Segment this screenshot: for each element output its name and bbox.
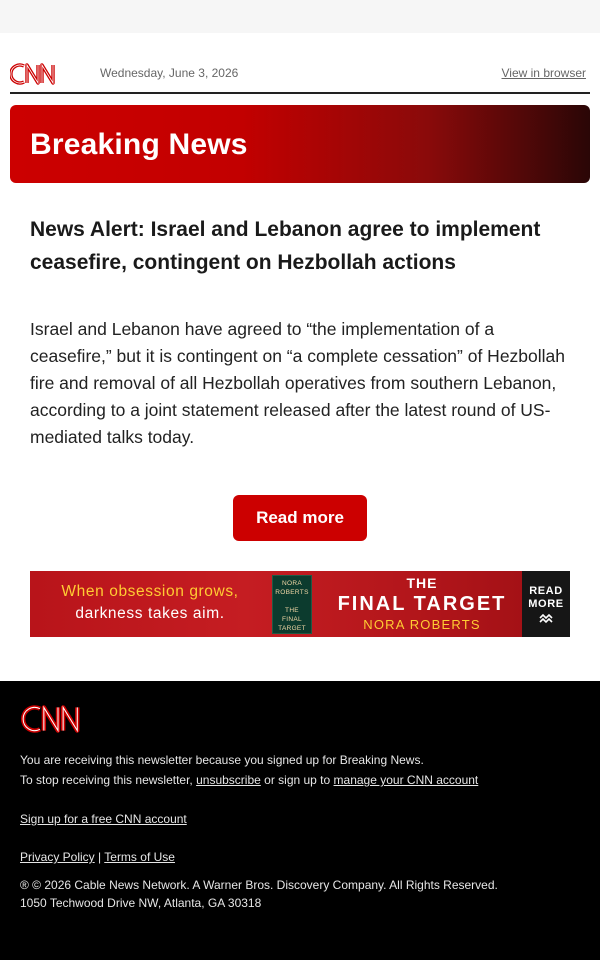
ad-title-the: THE bbox=[406, 575, 438, 591]
book-cover-text: THE bbox=[285, 607, 299, 614]
top-spacer-bar bbox=[0, 0, 600, 33]
book-cover-image bbox=[272, 575, 312, 634]
ad-read-more-button[interactable] bbox=[522, 571, 570, 637]
view-in-browser-link[interactable]: View in browser bbox=[501, 66, 586, 80]
ad-cta-line2: MORE bbox=[528, 598, 564, 610]
manage-account-link[interactable]: manage your CNN account bbox=[333, 773, 479, 787]
book-cover-text: TARGET bbox=[278, 625, 306, 632]
unsubscribe-link[interactable]: unsubscribe bbox=[196, 773, 261, 787]
cnn-logo[interactable] bbox=[20, 701, 96, 737]
email-header bbox=[10, 60, 590, 90]
unsubscribe-middle: or sign up to bbox=[260, 773, 334, 787]
signup-row bbox=[20, 812, 187, 826]
ad-author: NORA ROBERTS bbox=[363, 617, 481, 632]
article-body: Israel and Lebanon have agreed to “the implementation of a ceasefire,” but it is contingent on “a complete cessation” of Hezbollah fire and removal of all Hezbollah operatives from southern Lebanon, according to a joint statement released after the latest round of US-mediated talks today. bbox=[30, 319, 566, 447]
ad-tagline-line1: When obsession grows, bbox=[61, 583, 239, 600]
cnn-logo[interactable] bbox=[10, 60, 66, 88]
copyright-text: ® © 2026 Cable News Network. A Warner Bros. Discovery Company. All Rights Reserved. bbox=[20, 878, 498, 892]
ad-book-title bbox=[322, 574, 522, 633]
ad-title-main: FINAL TARGET bbox=[337, 593, 507, 615]
unsubscribe-prefix: To stop receiving this newsletter, bbox=[20, 773, 197, 787]
header-divider bbox=[10, 92, 590, 94]
unsubscribe-notice bbox=[20, 773, 478, 787]
postal-address: 1050 Techwood Drive NW, Atlanta, GA 30318 bbox=[20, 896, 262, 910]
book-cover-text: ROBERTS bbox=[275, 589, 309, 596]
terms-of-use-link[interactable]: Terms of Use bbox=[104, 850, 175, 864]
signup-link[interactable]: Sign up for a free CNN account bbox=[20, 812, 187, 826]
link-separator: | bbox=[94, 850, 105, 864]
email-footer bbox=[0, 681, 600, 960]
publisher-logo-icon bbox=[539, 614, 553, 624]
read-more-button[interactable]: Read more bbox=[233, 495, 367, 541]
article-headline: News Alert: Israel and Lebanon agree to implement ceasefire, contingent on Hezbollah actions bbox=[30, 218, 541, 274]
issue-date: Wednesday, June 3, 2026 bbox=[100, 66, 239, 80]
breaking-news-banner bbox=[10, 105, 590, 183]
book-cover-text: NORA bbox=[282, 580, 302, 587]
banner-title: Breaking News bbox=[30, 128, 248, 161]
book-cover-text: FINAL bbox=[282, 616, 302, 623]
subscription-notice: You are receiving this newsletter because you signed up for Breaking News. bbox=[20, 753, 424, 767]
ad-tagline-line2: darkness takes aim. bbox=[75, 605, 225, 622]
privacy-policy-link[interactable]: Privacy Policy bbox=[20, 850, 95, 864]
legal-links bbox=[20, 850, 175, 864]
book-advertisement[interactable] bbox=[30, 571, 570, 637]
ad-tagline bbox=[30, 581, 270, 625]
ad-cta-line1: READ bbox=[529, 585, 563, 597]
